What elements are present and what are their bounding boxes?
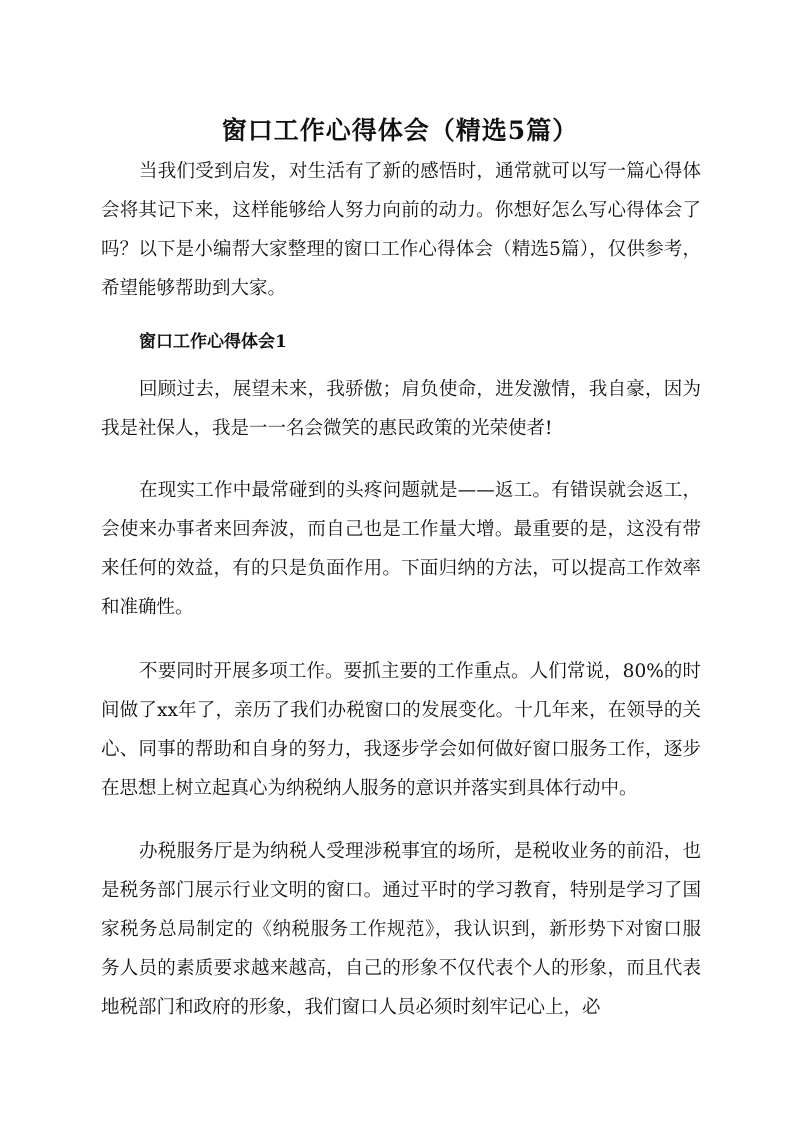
body-paragraph: 办税服务厅是为纳税人受理涉税事宜的场所，是税收业务的前沿，也是税务部门展示行业文明的窗口。通过平时的学习教育，特别是学习了国家税务总局制定的《纳税服务工作规范》，我认识到，新形势下对窗口服务人员的素质要求越来越高，自己的形象不仅代表个人的形象，而且代表地税部门和政府的形象，我们窗口人员必须时刻牢记心上，必	[101, 841, 701, 1018]
document-title: 窗口工作心得体会（精选5篇）	[221, 115, 579, 145]
body-paragraph: 不要同时开展多项工作。要抓主要的工作重点。人们常说，80%的时间做了xx年了，亲历了我们办税窗口的发展变化。十几年来，在领导的关心、同事的帮助和自身的努力，我逐步学会如何做好窗口服务工作，逐步在思想上树立起真心为纳税纳人服务的意识并落实到具体行动中。	[101, 661, 701, 799]
section-heading: 窗口工作心得体会1	[139, 332, 287, 352]
body-paragraph: 在现实工作中最常碰到的头疼问题就是——返工。有错误就会返工，会使来办事者来回奔波，而自己也是工作量大增。最重要的是，这没有带来任何的效益，有的只是负面作用。下面归纳的方法，可以提高工作效率和准确性。	[101, 480, 701, 618]
intro-paragraph: 当我们受到启发，对生活有了新的感悟时，通常就可以写一篇心得体会将其记下来，这样能够给人努力向前的动力。你想好怎么写心得体会了吗？以下是小编帮大家整理的窗口工作心得体会（精选5篇），仅供参考，希望能够帮助到大家。	[101, 161, 701, 299]
body-paragraph: 回顾过去，展望未来，我骄傲；肩负使命，进发激情，我自豪，因为我是社保人，我是一一名会微笑的惠民政策的光荣使者!	[101, 379, 701, 439]
